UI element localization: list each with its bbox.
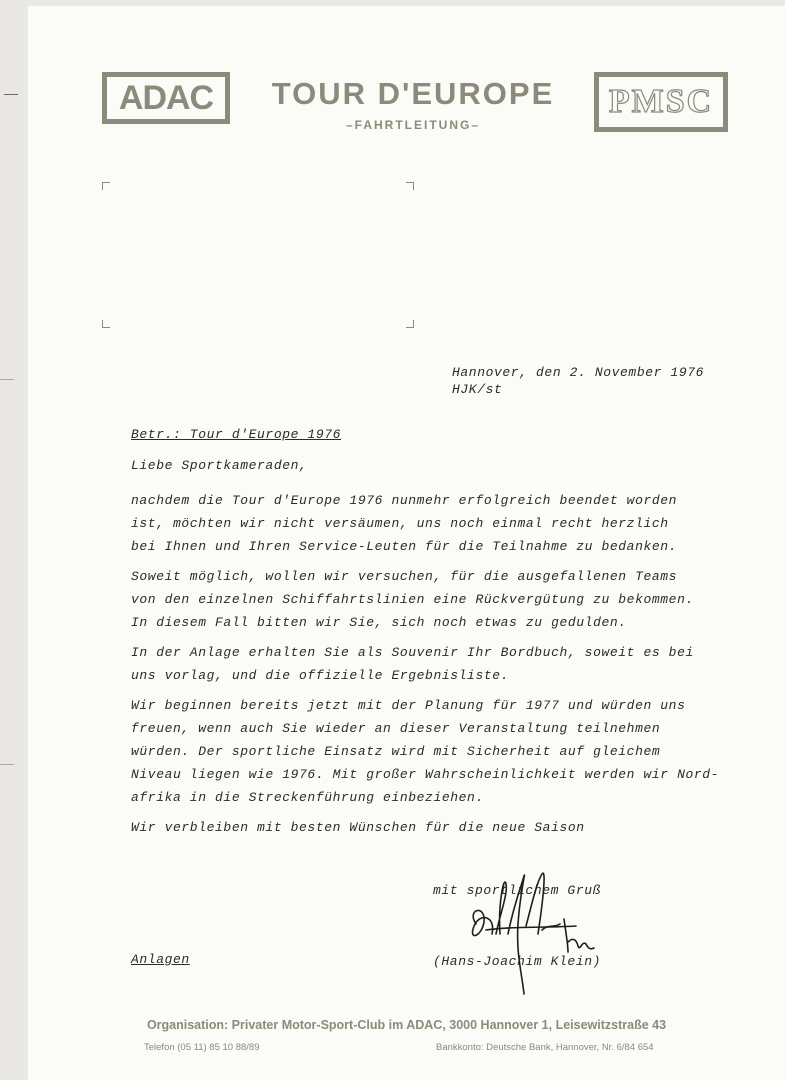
letterhead-subtitle: –FAHRTLEITUNG– [345, 118, 480, 132]
letterhead-title: TOUR D'EUROPE [271, 76, 555, 111]
body-line: nachdem die Tour d'Europe 1976 nunmehr erfolgreich beendet worden [131, 493, 678, 508]
fold-mark [4, 94, 18, 95]
body-line: von den einzelnen Schiffahrtslinien eine Rückvergütung zu bekommen. [131, 592, 694, 607]
body-line: Niveau liegen wie 1976. Mit großer Wahrscheinlichkeit werden wir Nord- [131, 767, 720, 782]
paragraph [131, 565, 719, 634]
address-window-corner [102, 182, 110, 190]
body-line: In der Anlage erhalten Sie als Souvenir Ihr Bordbuch, soweit es bei [131, 645, 694, 660]
enclosures-label: Anlagen [131, 952, 190, 967]
adac-logo-text: ADAC [118, 78, 214, 117]
date-line: Hannover, den 2. November 1976 [452, 365, 705, 380]
body-line: Wir beginnen bereits jetzt mit der Planung für 1977 und würden uns [131, 698, 686, 713]
fold-mark [0, 764, 14, 765]
body-line: In diesem Fall bitten wir Sie, sich noch etwas zu gedulden. [131, 615, 627, 630]
closing-line: mit sportlichem Gruß [433, 883, 602, 898]
pmsc-logo-text: PMSC [608, 83, 714, 120]
fold-mark [0, 379, 14, 380]
pmsc-logo [594, 72, 728, 132]
letter-body [131, 489, 719, 846]
body-line: Wir verbleiben mit besten Wünschen für die neue Saison [131, 820, 585, 835]
address-window-corner [406, 182, 414, 190]
body-line: afrika in die Streckenführung einbeziehen. [131, 790, 484, 805]
body-line: Soweit möglich, wollen wir versuchen, für die ausgefallenen Teams [131, 569, 678, 584]
adac-logo [102, 72, 230, 124]
footer-bank: Bankkonto: Deutsche Bank, Hannover, Nr. 6/84 654 [436, 1042, 654, 1053]
address-window-corner [406, 320, 414, 328]
paragraph [131, 816, 719, 839]
paragraph [131, 489, 719, 558]
body-line: würden. Der sportliche Einsatz wird mit Sicherheit auf gleichem [131, 744, 661, 759]
footer-phone: Telefon (05 11) 85 10 88/89 [144, 1042, 260, 1053]
address-window-corner [102, 320, 110, 328]
paragraph [131, 641, 719, 687]
body-line: uns vorlag, und die offizielle Ergebnisliste. [131, 668, 510, 683]
body-line: ist, möchten wir nicht versäumen, uns noch einmal recht herzlich [131, 516, 669, 531]
letter-page [28, 6, 785, 1080]
handwritten-signature [456, 864, 606, 1014]
signer-name: (Hans-Joachim Klein) [433, 954, 602, 969]
body-line: bei Ihnen und Ihren Service-Leuten für die Teilnahme zu bedanken. [131, 539, 678, 554]
salutation: Liebe Sportkameraden, [131, 458, 308, 473]
subject-line: Betr.: Tour d'Europe 1976 [131, 427, 342, 442]
footer-organisation: Organisation: Privater Motor-Sport-Club im ADAC, 3000 Hannover 1, Leisewitzstraße 43 [146, 1018, 667, 1032]
paragraph [131, 694, 719, 809]
body-line: freuen, wenn auch Sie wieder an dieser Veranstaltung teilnehmen [131, 721, 661, 736]
reference-code: HJK/st [452, 382, 503, 397]
